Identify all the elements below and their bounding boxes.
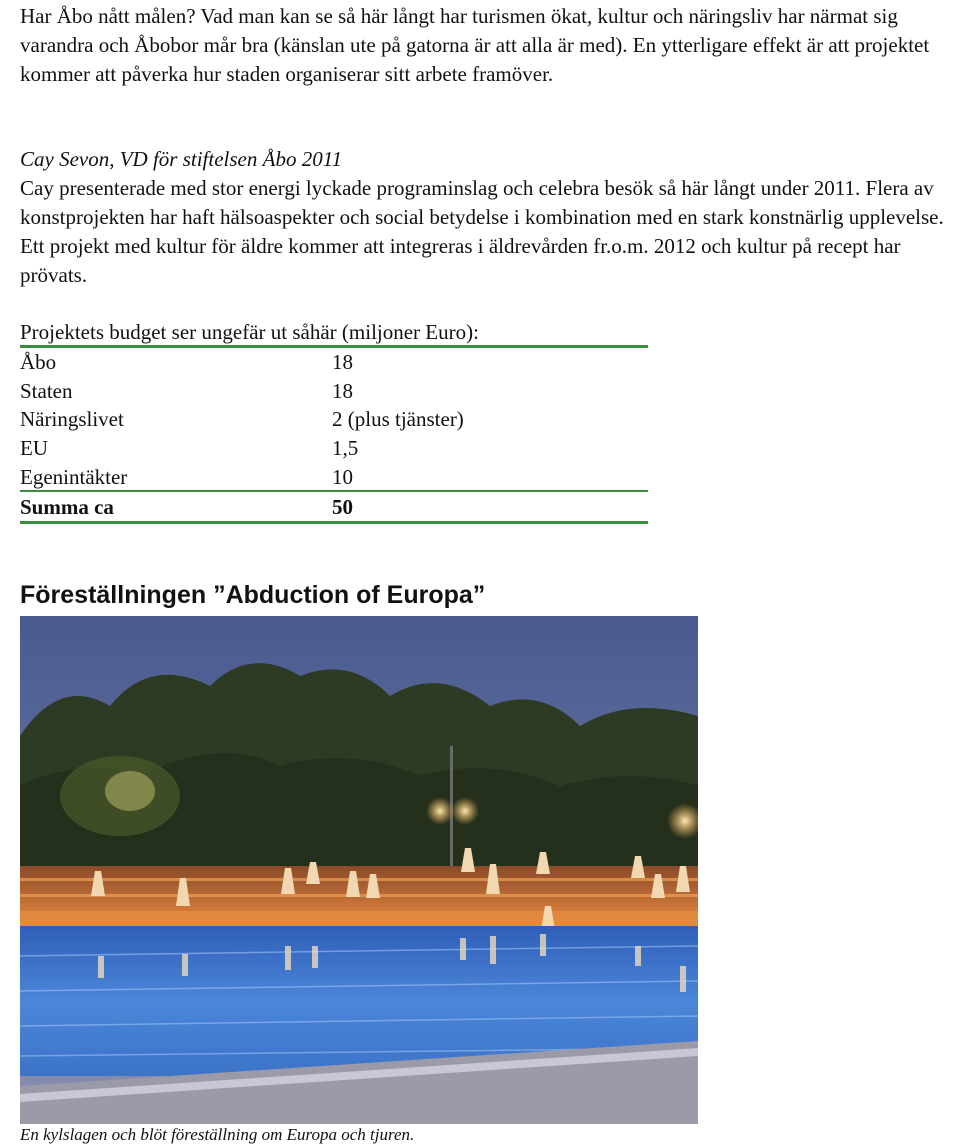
budget-amount: 1,5 <box>332 436 359 461</box>
table-row <box>20 434 648 463</box>
budget-total-label: Summa ca <box>20 495 114 519</box>
budget-intro: Projektets budget ser ungefär ut såhär (miljoner Euro): <box>20 320 479 344</box>
section-heading: Föreställningen ”Abduction of Europa” <box>20 581 486 609</box>
budget-amount: 18 <box>332 378 353 403</box>
intro-paragraph: Har Åbo nått målen? Vad man kan se så här långt har turismen ökat, kultur och näringsliv har närmat sig varandra och Åbobor mår bra (känslan ute på gatorna är att alla är med). En ytterligare effekt är att projektet kommer att påverka hur staden organiserar sitt arbete framöver. <box>20 4 930 86</box>
budget-table <box>20 348 648 491</box>
budget-source: Egenintäkter <box>20 464 128 489</box>
speaker-summary-paragraph: Cay presenterade med stor energi lyckade programinslag och celebra besök så här långt under 2011. Flera av konstprojekten har haft hälsoaspekter och social betydelse i kombination med en stark konstnärlig upplevelse. Ett projekt med kultur för äldre kommer att integreras i äldrevården fr.o.m. 2012 och kultur på recept har prövats. <box>20 176 944 287</box>
budget-total-rule <box>20 490 648 492</box>
budget-bottom-rule <box>20 521 648 524</box>
table-row <box>20 405 648 434</box>
photo-caption: En kylslagen och blöt föreställning om Europa och tjuren. <box>20 1125 415 1144</box>
budget-amount: 10 <box>332 464 353 489</box>
budget-source: EU <box>20 436 48 461</box>
budget-amount: 2 (plus tjänster) <box>332 407 464 432</box>
budget-total-value: 50 <box>332 495 353 519</box>
budget-amount: 18 <box>332 350 353 375</box>
speaker-byline: Cay Sevon, VD för stiftelsen Åbo 2011 <box>20 147 343 171</box>
performance-photo <box>20 616 698 1124</box>
table-row <box>20 348 648 377</box>
budget-source: Näringslivet <box>20 407 124 432</box>
budget-source: Staten <box>20 378 73 403</box>
table-row <box>20 462 648 491</box>
budget-source: Åbo <box>20 350 57 375</box>
table-row <box>20 377 648 406</box>
